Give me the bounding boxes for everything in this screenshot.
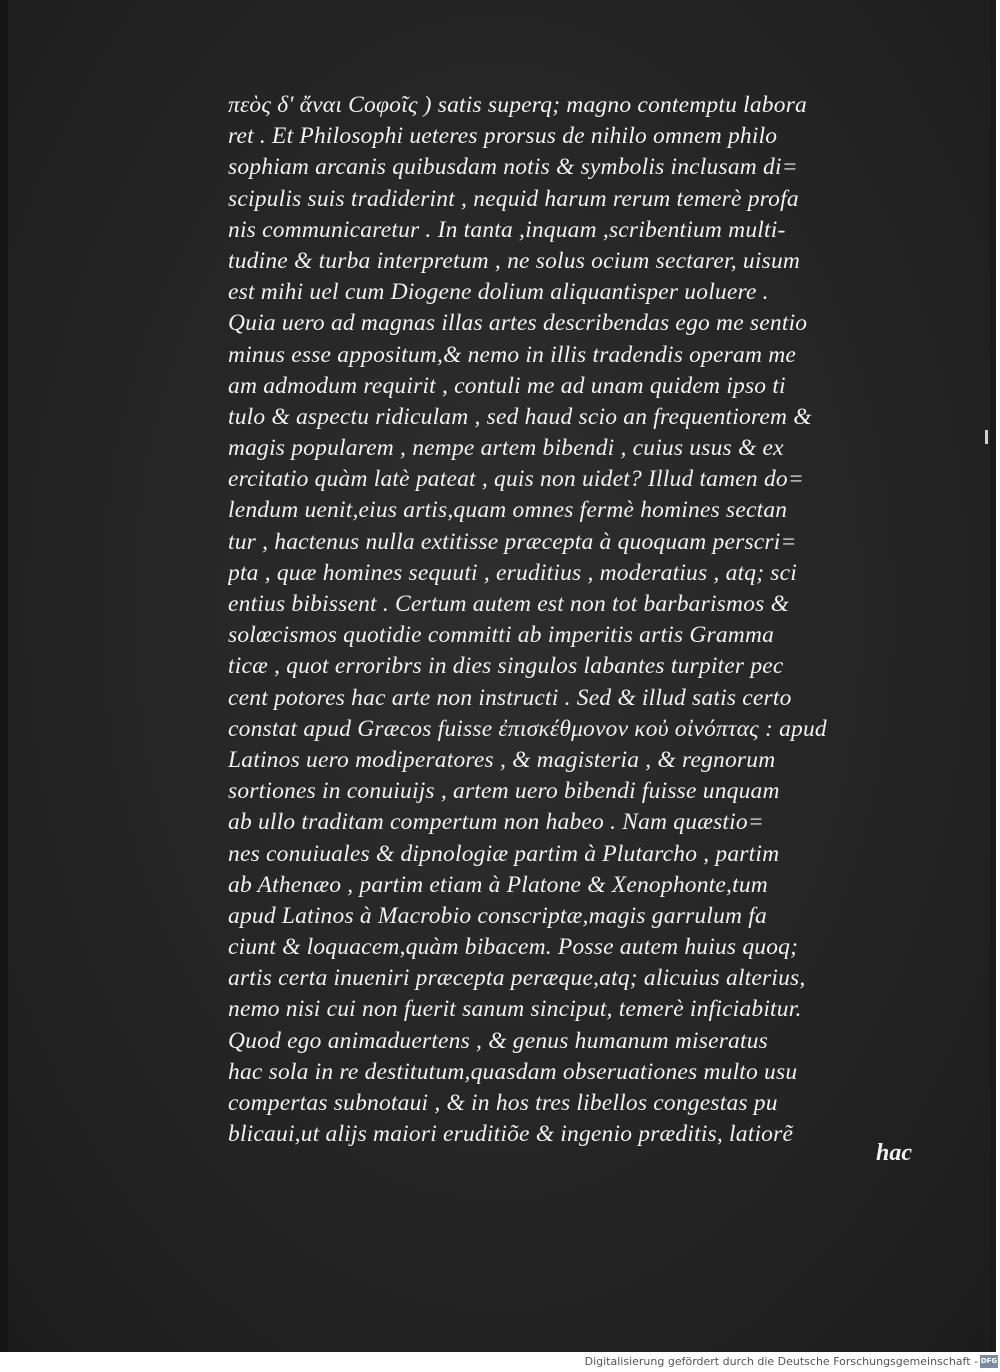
text-line: ticæ , quot erroribrs in dies singulos labantes turpiter pec — [228, 653, 784, 680]
text-line: ab Athenæo , partim etiam à Platone & Xenophonte,tum — [228, 871, 768, 898]
text-line: Quia uero ad magnas illas artes describendas ego me sentio — [228, 310, 808, 337]
funding-credit: Digitalisierung gefördert durch die Deutsche Forschungsgemeinschaft - — [584, 1355, 978, 1368]
page-edge-right — [990, 0, 996, 1352]
text-line: nis communicaretur . In tanta ,inquam ,scribentium multi- — [228, 216, 786, 243]
text-line: ciunt & loquacem,quàm bibacem. Posse autem huius quoq; — [228, 934, 799, 961]
text-line: sortiones in conuiuijs , artem uero bibendi fuisse unquam — [228, 778, 780, 805]
text-line: magis popularem , nempe artem bibendi , cuius usus & ex — [228, 435, 784, 462]
catchword: hac — [876, 1140, 912, 1166]
text-line: blicaui,ut alijs maiori eruditiõe & ingenio præditis, latiorẽ — [228, 1121, 794, 1148]
text-line: nes conuiuales & dipnologiæ partim à Plutarcho , partim — [228, 840, 780, 867]
text-line: minus esse appositum,& nemo in illis tradendis operam me — [228, 341, 796, 368]
text-line: lendum uenit,eius artis,quam omnes fermè homines sectan — [228, 497, 788, 524]
text-line: Latinos uero modiperatores , & magisteria , & regnorum — [228, 746, 776, 773]
text-line: pta , quæ homines sequuti , eruditius , moderatius , atq; sci — [228, 559, 798, 586]
text-line: apud Latinos à Macrobio conscriptæ,magis garrulum fa — [228, 902, 767, 929]
page-edge-left — [0, 0, 8, 1352]
text-line: constat apud Græcos fuisse ἐπισκέθμονον κοὐ οἰνόπτας : apud — [228, 715, 827, 742]
latin-text-block — [228, 90, 914, 1150]
text-line: ret . Et Philosophi ueteres prorsus de nihilo omnem philo — [228, 123, 778, 150]
margin-mark — [985, 430, 988, 444]
text-line: entius bibissent . Certum autem est non tot barbarismos & — [228, 591, 790, 617]
text-line: hac sola in re destitutum,quasdam obseruationes multo usu — [228, 1058, 798, 1085]
text-line: am admodum requirit , contuli me ad unam quidem ipso ti — [228, 372, 786, 399]
text-line: tulo & aspectu ridiculam , sed haud scio an frequentiorem & — [228, 403, 812, 430]
text-line: est mihi uel cum Diogene dolium aliquantisper uoluere . — [228, 279, 769, 306]
text-line: scipulis suis tradiderint , nequid harum rerum temerè profa — [228, 185, 799, 212]
text-line: tur , hactenus nulla extitisse præcepta à quoquam perscri= — [228, 528, 797, 555]
text-line: Quod ego animaduertens , & genus humanum miseratus — [228, 1027, 769, 1054]
text-line: πεὸς δ' ἄναι Cοφοῖς ) satis superq; magno contemptu labora — [228, 92, 807, 118]
text-line: compertas subnotaui , & in hos tres libellos congestas pu — [228, 1090, 778, 1116]
text-line: ercitatio quàm latè pateat , quis non uidet? Illud tamen do= — [228, 466, 804, 493]
text-line: cent potores hac arte non instructi . Sed & illud satis certo — [228, 684, 792, 711]
text-line: sophiam arcanis quibusdam notis & symbolis inclusam di= — [228, 154, 798, 181]
digitization-footer — [0, 1352, 1000, 1372]
text-line: ab ullo traditam compertum non habeo . Nam quæstio= — [228, 809, 764, 836]
text-line: tudine & turba interpretum , ne solus ocium sectarer, uisum — [228, 247, 801, 274]
text-line: solœcismos quotidie committi ab imperitis artis Gramma — [228, 622, 775, 649]
text-line: artis certa inueniri præcepta peræque,atq; alicuius alterius, — [228, 965, 806, 992]
text-line: nemo nisi cui non fuerit sanum sinciput, temerè inficiabitur. — [228, 996, 802, 1023]
dfg-logo: DFG — [980, 1355, 998, 1368]
